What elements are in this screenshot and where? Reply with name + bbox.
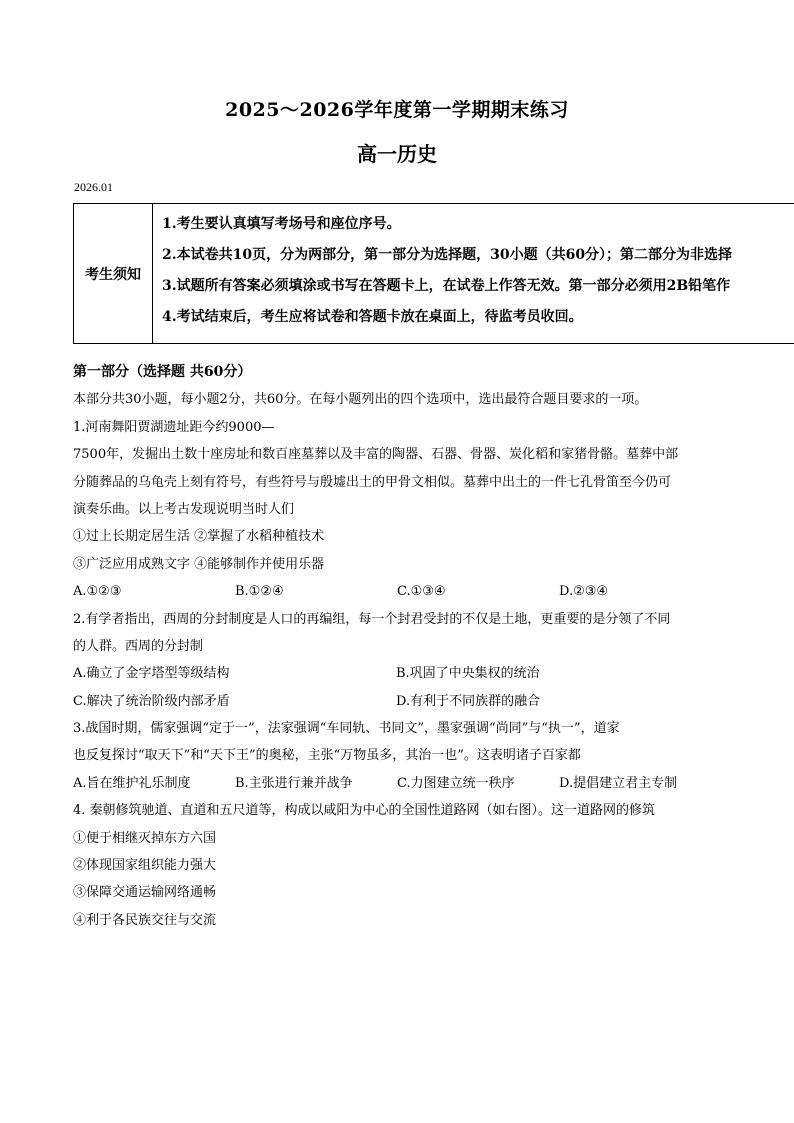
question-text-line: 演奏乐曲。以上考古发现说明当时人们: [73, 501, 295, 517]
answer-options: [73, 688, 733, 715]
option-d: D.有利于不同族群的融合: [396, 693, 541, 709]
question-text-line: 2.有学者指出，西周的分封制度是人口的再编组，每一个封君受封的不仅是土地，更重要的是分领了不同: [73, 611, 671, 627]
question-statement: ③广泛应用成熟文字 ④能够制作并使用乐器: [73, 556, 325, 572]
notice-item: 3.试题所有答案必须填涂或书写在答题卡上，在试卷上作答无效。第一部分必须用2B铅笔作: [162, 278, 731, 294]
question-text-line: 1.河南舞阳贾湖遗址距今约9000—: [73, 419, 275, 435]
option-c: C.力图建立统一秩序: [397, 775, 515, 791]
question-text-line: 的人群。西周的分封制: [73, 638, 204, 654]
option-d: D.②③④: [559, 584, 609, 600]
question-statement: ④利于各民族交往与交流: [73, 912, 217, 928]
answer-options: [73, 578, 733, 605]
option-a: A.①②③: [73, 584, 122, 600]
option-a: A.确立了金字塔型等级结构: [73, 666, 230, 682]
option-c: C.①③④: [397, 584, 446, 600]
question-4: [73, 797, 733, 934]
notice-label: 考生须知: [74, 204, 153, 343]
exam-title: 2025～2026学年度第一学期期末练习: [225, 99, 569, 121]
question-text-line: 也反复探讨“取天下”和“天下王”的奥秘，主张“万物虽多，其治一也”。这表明诸子百家都: [73, 748, 581, 764]
question-text-line: 3.战国时期，儒家强调“定于一”，法家强调“车同轨、书同文”，墨家强调“尚同”与“执一”，道家: [73, 721, 620, 737]
question-text-line: 4. 秦朝修筑驰道、直道和五尺道等，构成以咸阳为中心的全国性道路网（如右图）。这一道路网的修筑: [73, 803, 656, 819]
option-d: D.提倡建立君主专制: [559, 775, 678, 791]
option-b: B.①②④: [235, 584, 284, 600]
part1-heading: 第一部分（选择题 共60分）: [73, 364, 252, 380]
notice-box: [73, 203, 794, 344]
option-a: A.旨在维护礼乐制度: [73, 775, 191, 791]
notice-item: 1.考生要认真填写考场号和座位序号。: [162, 216, 401, 232]
notice-item: 2.本试卷共10页，分为两部分，第一部分为选择题，30小题（共60分）；第二部分为非选择: [162, 247, 733, 263]
answer-options: [73, 660, 733, 687]
answer-options: [73, 770, 733, 797]
question-1: [73, 414, 733, 606]
question-2: [73, 606, 733, 716]
question-statement: ①便于相继灭掉东方六国: [73, 830, 217, 846]
notice-item: 4.考试结束后，考生应将试卷和答题卡放在桌面上，待监考员收回。: [162, 309, 583, 325]
question-text-line: 7500年，发掘出土数十座房址和数百座墓葬以及丰富的陶器、石器、骨器、炭化稻和家猪骨骼。墓葬中部: [73, 447, 679, 463]
exam-content: [73, 359, 733, 934]
exam-date: 2026.01: [74, 180, 113, 194]
question-text-line: 分随葬品的乌龟壳上刻有符号，有些符号与殷墟出土的甲骨文相似。墓葬中出土的一件七孔骨笛至今仍可: [73, 474, 672, 490]
question-statement: ①过上长期定居生活 ②掌握了水稻种植技术: [73, 529, 325, 545]
notice-items: [162, 214, 794, 338]
option-c: C.解决了统治阶级内部矛盾: [73, 693, 230, 709]
question-3: [73, 715, 733, 797]
question-statement: ②体现国家组织能力强大: [73, 858, 217, 874]
option-b: B.主张进行兼并战争: [235, 775, 353, 791]
exam-subject: 高一历史: [357, 142, 437, 166]
question-statement: ③保障交通运输网络通畅: [73, 885, 217, 901]
option-b: B.巩固了中央集权的统治: [396, 666, 540, 682]
part1-instruction: 本部分共30小题，每小题2分，共60分。在每小题列出的四个选项中，选出最符合题目要求的一项。: [73, 392, 648, 408]
